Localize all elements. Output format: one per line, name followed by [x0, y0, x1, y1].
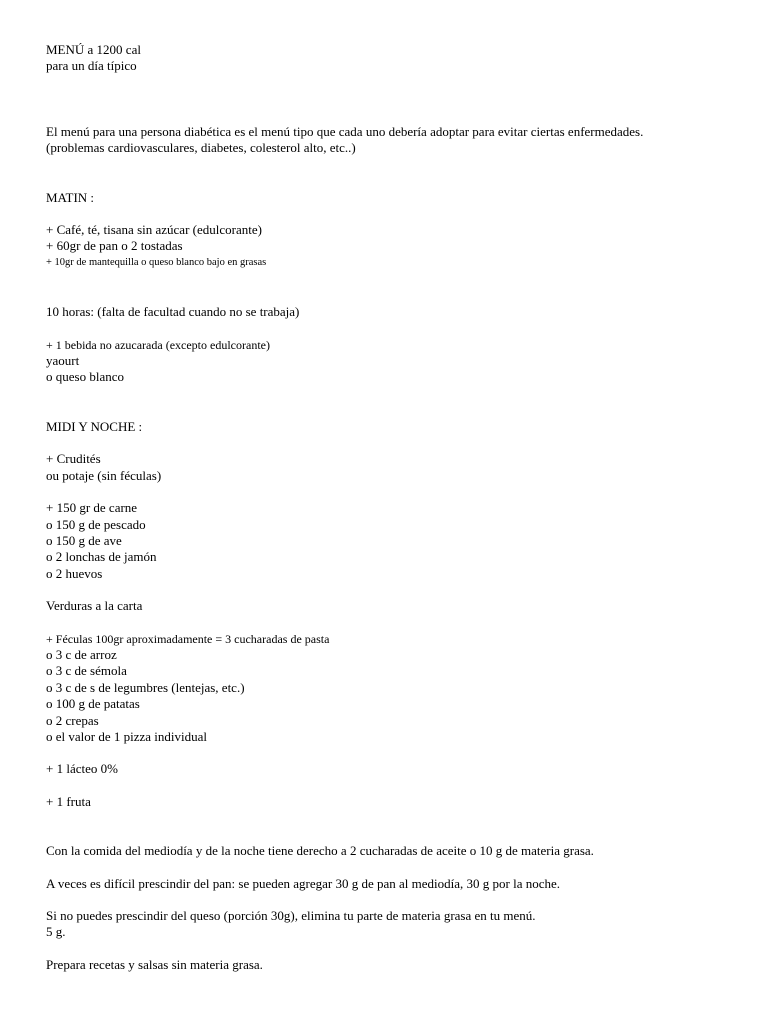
feculas-item: o 100 g de patatas	[46, 696, 140, 712]
spacer	[46, 386, 722, 419]
spacer	[46, 615, 722, 631]
feculas-item: o 3 c de arroz	[46, 646, 117, 662]
spacer	[46, 157, 722, 190]
protein-item: + 150 gr de carne	[46, 500, 138, 516]
matin-heading: MATIN :	[46, 189, 95, 205]
intro-line-1: El menú para una persona diabética es el menú tipo que cada uno debería adoptar para evitar ciertas enfermedades.	[46, 123, 644, 139]
note-aceite: Con la comida del mediodía y de la noche tiene derecho a 2 cucharadas de aceite o 10 g de materia grasa.	[46, 843, 594, 859]
feculas-item: + Féculas 100gr aproximadamente = 3 cucharadas de pasta	[46, 631, 330, 646]
document-page	[46, 42, 722, 973]
verduras-line: Verduras a la carta	[46, 598, 143, 614]
feculas-item: o 3 c de sémola	[46, 663, 127, 679]
protein-item: o 150 g de ave	[46, 532, 122, 548]
title-line-1: MENÚ a 1200 cal	[46, 42, 141, 57]
matin-item: + 60gr de pan o 2 tostadas	[46, 238, 183, 254]
spacer	[46, 321, 722, 337]
matin-item: + 10gr de mantequilla o queso blanco bajo en grasas	[46, 256, 267, 268]
intro-line-2: (problemas cardiovasculares, diabetes, colesterol alto, etc..)	[46, 140, 356, 156]
spacer	[46, 778, 722, 794]
feculas-item: o 2 crepas	[46, 712, 99, 728]
midi-heading: MIDI Y NOCHE :	[46, 418, 143, 434]
note-queso-line-1: Si no puedes prescindir del queso (porción 30g), elimina tu parte de materia grasa en tu menú.	[46, 908, 536, 923]
spacer	[46, 810, 722, 843]
ten-item: + 1 bebida no azucarada (excepto edulcorante)	[46, 337, 270, 352]
note-recetas: Prepara recetas y salsas sin materia grasa.	[46, 956, 263, 972]
spacer	[46, 892, 722, 908]
note-queso-line-2: 5 g.	[46, 924, 66, 940]
spacer	[46, 484, 722, 500]
spacer	[46, 75, 722, 124]
spacer	[46, 271, 722, 304]
protein-item: o 2 lonchas de jamón	[46, 549, 157, 565]
spacer	[46, 435, 722, 451]
spacer	[46, 860, 722, 876]
lacteo-line: + 1 lácteo 0%	[46, 761, 118, 777]
spacer	[46, 745, 722, 761]
starter-item: + Crudités	[46, 451, 101, 467]
starter-item: ou potaje (sin féculas)	[46, 467, 162, 483]
protein-item: o 150 g de pescado	[46, 516, 146, 532]
feculas-item: o el valor de 1 pizza individual	[46, 728, 208, 744]
spacer	[46, 206, 722, 222]
spacer	[46, 582, 722, 598]
title-line-2: para un día típico	[46, 58, 137, 74]
feculas-item: o 3 c de s de legumbres (lentejas, etc.)	[46, 679, 245, 695]
ten-heading: 10 horas: (falta de facultad cuando no se trabaja)	[46, 304, 300, 320]
matin-item: + Café, té, tisana sin azúcar (edulcorante)	[46, 222, 262, 238]
protein-item: o 2 huevos	[46, 565, 103, 581]
ten-item: o queso blanco	[46, 369, 124, 385]
fruta-line: + 1 fruta	[46, 793, 91, 809]
note-pan: A veces es difícil prescindir del pan: se pueden agregar 30 g de pan al mediodía, 30 g por la noche.	[46, 875, 561, 891]
ten-item: yaourt	[46, 353, 80, 369]
spacer	[46, 941, 722, 957]
